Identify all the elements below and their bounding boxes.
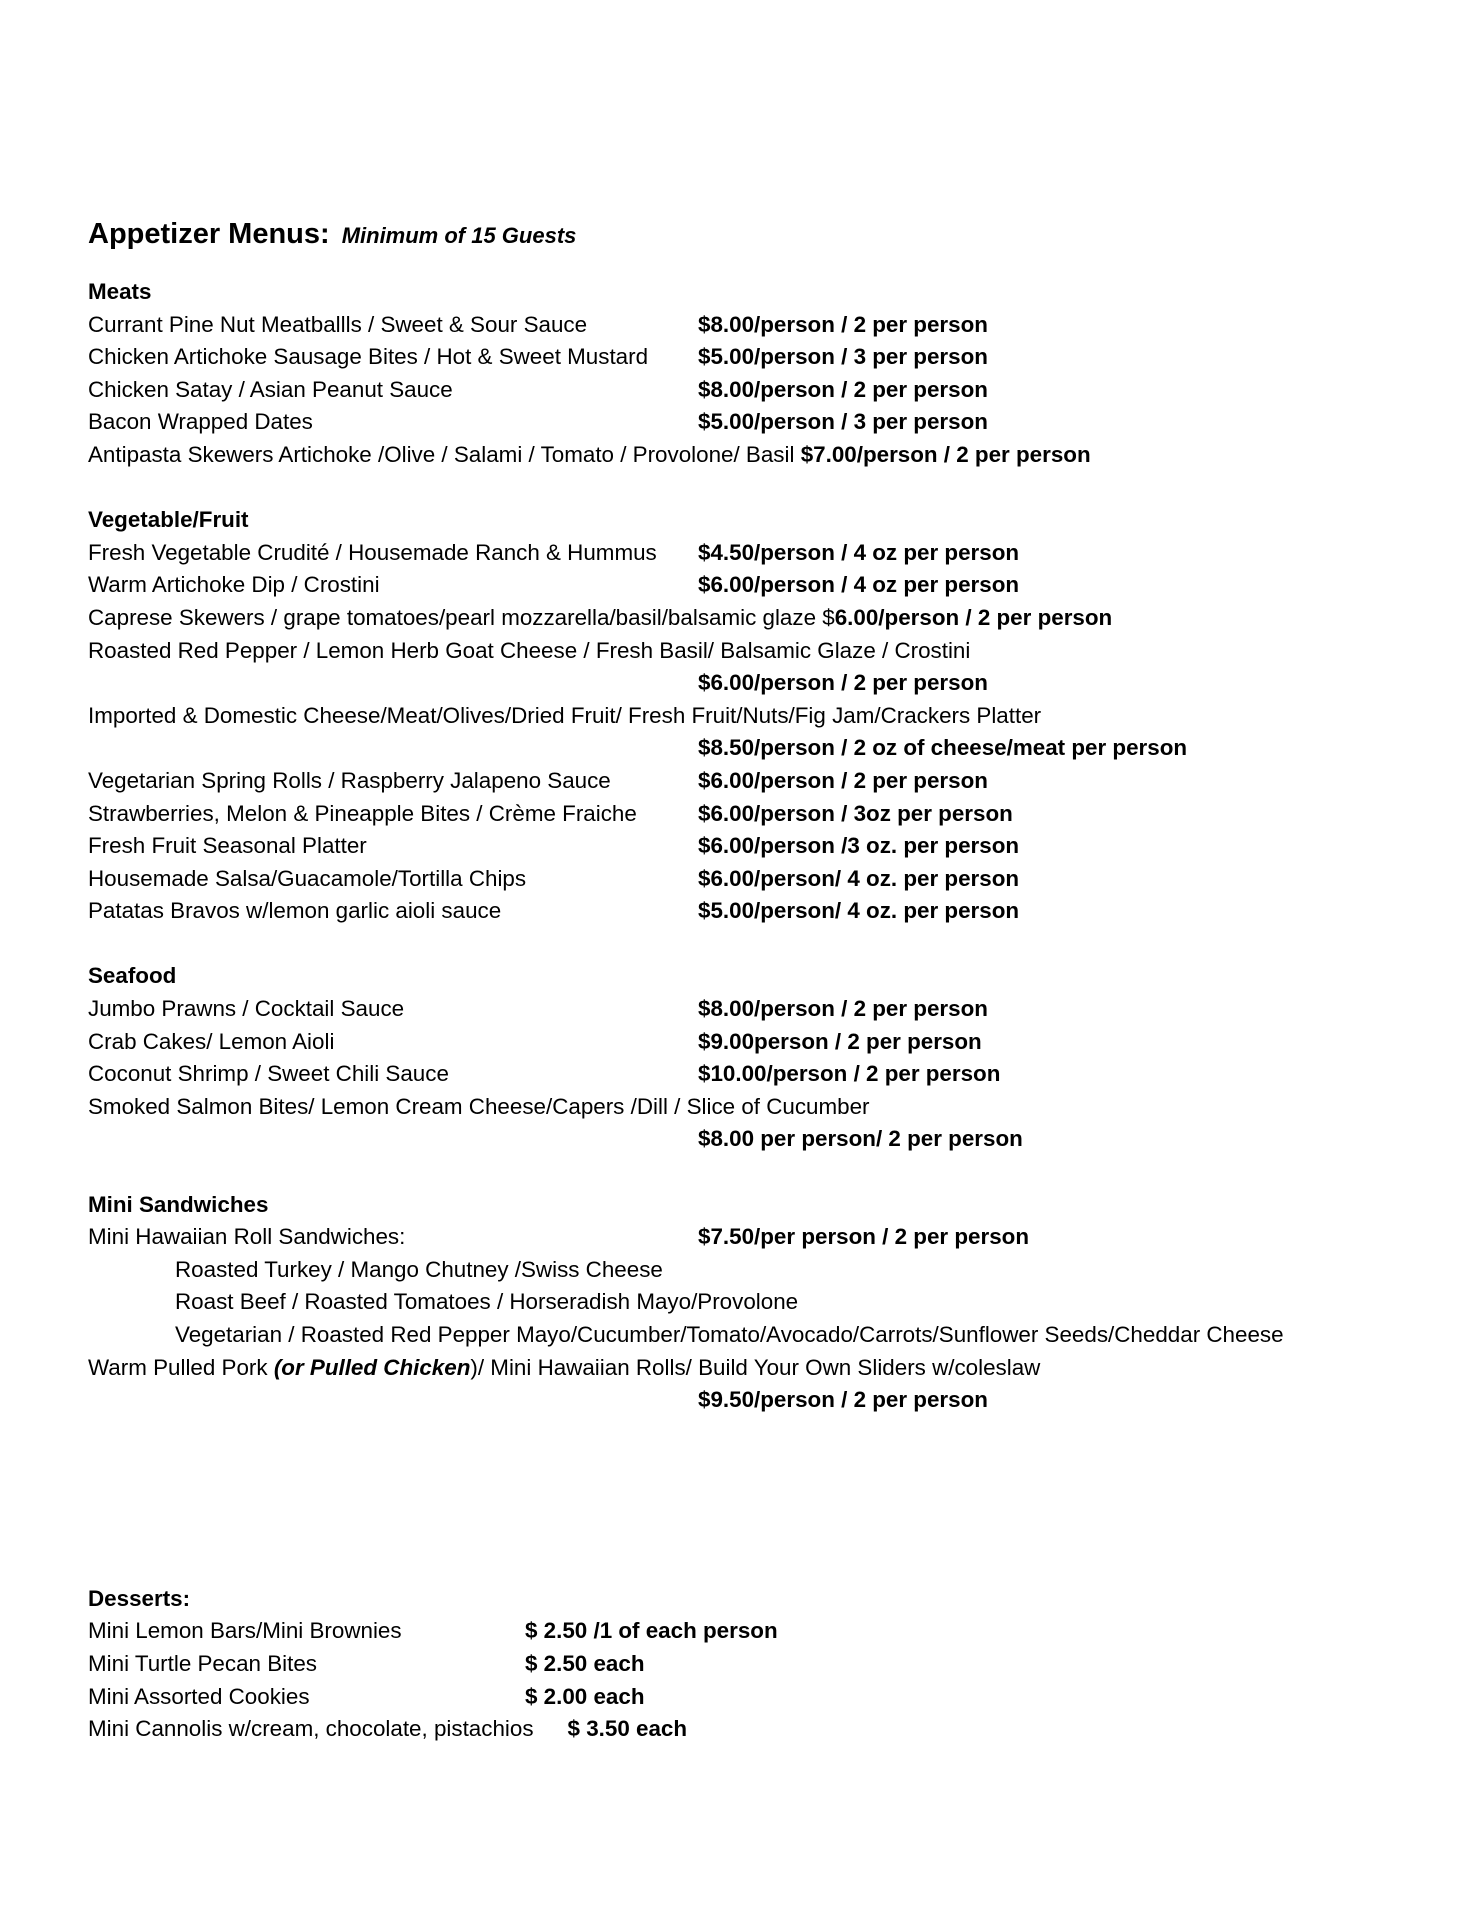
item-price: $4.50/person / 4 oz per person [698, 539, 1020, 565]
item-price: $ 2.50 /1 of each person [525, 1618, 778, 1644]
menu-item [88, 993, 1468, 1026]
menu-header [88, 212, 1468, 256]
menu-item [88, 1615, 1468, 1648]
item-name: Currant Pine Nut Meatballls / Sweet & Sour Sauce [88, 311, 588, 337]
item-name: Warm Pulled Pork [88, 1354, 274, 1380]
item-name-rest: )/ Mini Hawaiian Rolls/ Build Your Own Sliders w/coleslaw [470, 1354, 1041, 1380]
item-name: Coconut Shrimp / Sweet Chili Sauce [88, 1061, 449, 1087]
item-price: $7.50/per person / 2 per person [698, 1224, 1030, 1250]
menu-item [88, 1091, 1468, 1124]
menu-item [88, 895, 1468, 928]
item-price: $5.00/person/ 4 oz. per person [698, 898, 1020, 924]
menu-item [88, 1681, 1468, 1714]
item-name: Fresh Vegetable Crudité / Housemade Ranch & Hummus [88, 539, 657, 565]
section-heading-desserts: Desserts: [88, 1585, 191, 1611]
menu-item [88, 537, 1468, 570]
item-name: Smoked Salmon Bites/ Lemon Cream Cheese/Capers /Dill / Slice of Cucumber [88, 1093, 870, 1119]
item-name: Bacon Wrapped Dates [88, 409, 313, 435]
item-name: Chicken Artichoke Sausage Bites / Hot & Sweet Mustard [88, 344, 649, 370]
item-name: Mini Hawaiian Roll Sandwiches: [88, 1224, 406, 1250]
item-name: Patatas Bravos w/lemon garlic aioli sauce [88, 898, 502, 924]
menu-item-price-row [88, 1384, 1468, 1417]
item-price: $10.00/person / 2 per person [698, 1061, 1001, 1087]
item-price: $6.00/person / 2 per person [698, 767, 988, 793]
menu-item [88, 1221, 1468, 1254]
item-name: Vegetarian Spring Rolls / Raspberry Jalapeno Sauce [88, 767, 611, 793]
item-price: $8.50/person / 2 oz of cheese/meat per person [698, 735, 1188, 761]
item-name: Mini Turtle Pecan Bites [88, 1650, 317, 1676]
item-name: Chicken Satay / Asian Peanut Sauce [88, 376, 453, 402]
menu-item [88, 341, 1468, 374]
item-price: $6.00/person /3 oz. per person [698, 833, 1020, 859]
sub-item: Roast Beef / Roasted Tomatoes / Horseradish Mayo/Provolone [175, 1289, 799, 1315]
menu-item [88, 1352, 1468, 1385]
menu-item [88, 798, 1468, 831]
item-name: Caprese Skewers / grape tomatoes/pearl mozzarella/basil/balsamic glaze $ [88, 604, 835, 630]
item-name: Mini Lemon Bars/Mini Brownies [88, 1618, 402, 1644]
item-name: Imported & Domestic Cheese/Meat/Olives/Dried Fruit/ Fresh Fruit/Nuts/Fig Jam/Crackers Platter [88, 702, 1042, 728]
item-name-alt: (or Pulled Chicken [273, 1354, 471, 1380]
menu-item [88, 863, 1468, 896]
item-name: Mini Cannolis w/cream, chocolate, pistachios [88, 1716, 534, 1742]
menu-item-price-row [88, 667, 1468, 700]
sub-item: Roasted Turkey / Mango Chutney /Swiss Cheese [175, 1256, 663, 1282]
section-heading-vegetable-fruit: Vegetable/Fruit [88, 507, 249, 533]
menu-item [88, 1648, 1468, 1681]
menu-item [88, 602, 1468, 635]
item-price: $8.00 per person/ 2 per person [698, 1126, 1023, 1152]
page-subtitle: Minimum of 15 Guests [341, 223, 577, 248]
item-name: Mini Assorted Cookies [88, 1683, 310, 1709]
menu-item [88, 569, 1468, 602]
item-price: $ 2.50 each [525, 1650, 645, 1676]
item-price: $5.00/person / 3 per person [698, 409, 988, 435]
item-price: $8.00/person / 2 per person [698, 311, 988, 337]
item-name: Crab Cakes/ Lemon Aioli [88, 1028, 335, 1054]
item-price: $6.00/person / 4 oz per person [698, 572, 1020, 598]
menu-item [88, 1713, 1468, 1746]
item-price: $9.50/person / 2 per person [698, 1387, 988, 1413]
item-price: 6.00/person / 2 per person [834, 604, 1113, 630]
item-name: Strawberries, Melon & Pineapple Bites / Crème Fraiche [88, 800, 637, 826]
menu-item [88, 700, 1468, 733]
item-price: $ 2.00 each [525, 1683, 645, 1709]
menu-page [88, 212, 1468, 1746]
menu-item-price-row [88, 1123, 1468, 1156]
menu-item [88, 1058, 1468, 1091]
item-name: Housemade Salsa/Guacamole/Tortilla Chips [88, 865, 527, 891]
item-price: $7.00/person / 2 per person [800, 441, 1091, 467]
menu-item [88, 765, 1468, 798]
item-name: Fresh Fruit Seasonal Platter [88, 833, 367, 859]
item-price: $ 3.50 each [567, 1716, 688, 1742]
section-heading-seafood: Seafood [88, 963, 177, 989]
menu-item [88, 1026, 1468, 1059]
sub-item: Vegetarian / Roasted Red Pepper Mayo/Cucumber/Tomato/Avocado/Carrots/Sunflower Seeds/Cheddar Cheese [175, 1322, 1284, 1347]
item-price: $5.00/person / 3 per person [698, 344, 988, 370]
item-name: Jumbo Prawns / Cocktail Sauce [88, 996, 405, 1022]
item-price: $6.00/person / 2 per person [698, 670, 988, 696]
menu-item [88, 309, 1468, 342]
menu-item [88, 406, 1468, 439]
item-price: $6.00/person / 3oz per person [698, 800, 1013, 826]
item-name: Antipasta Skewers Artichoke /Olive / Salami / Tomato / Provolone/ Basil [88, 441, 801, 467]
menu-item [88, 830, 1468, 863]
menu-item [88, 439, 1468, 472]
item-name: Roasted Red Pepper / Lemon Herb Goat Cheese / Fresh Basil/ Balsamic Glaze / Crostini [88, 637, 971, 663]
menu-item [88, 374, 1468, 407]
item-price: $9.00person / 2 per person [698, 1028, 982, 1054]
page-title: Appetizer Menus: [88, 218, 330, 250]
menu-item-price-row [88, 732, 1468, 765]
item-price: $8.00/person / 2 per person [698, 996, 988, 1022]
item-price: $8.00/person / 2 per person [698, 376, 988, 402]
section-heading-meats: Meats [88, 279, 152, 304]
item-price: $6.00/person/ 4 oz. per person [698, 865, 1020, 891]
section-heading-mini-sandwiches: Mini Sandwiches [88, 1191, 269, 1217]
menu-item [88, 635, 1468, 668]
item-name: Warm Artichoke Dip / Crostini [88, 572, 380, 598]
